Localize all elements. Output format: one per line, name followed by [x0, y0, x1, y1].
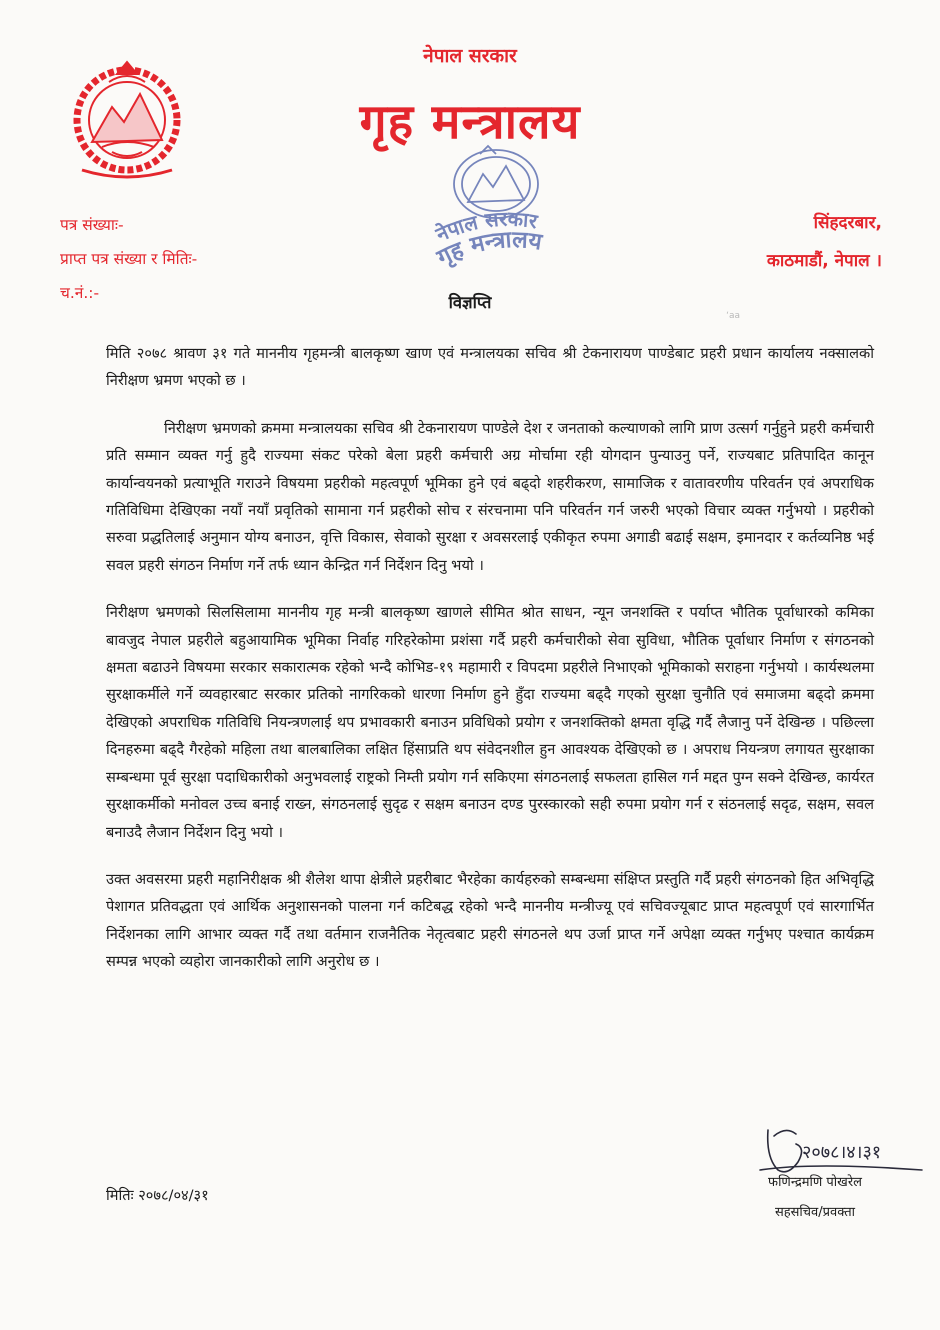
dispatch-number-label: च.नं.:-: [60, 284, 100, 302]
notice-paragraph: निरीक्षण भ्रमणको क्रममा मन्त्रालयका सचिव श्री टेकनारायण पाण्डेले देश र जनताको कल्याणको लागि प्राण उत्सर्ग गर्नुहुने प्रहरी कर्मचारी प्रति सम्मान व्यक्त गर्नु हुदै राज्यमा संकट परेको बेला प्रहरी कर्मचारी अग्र मोर्चामा रही योगदान पुन्याउनु पर्ने, राज्यबाट प्रतिपादित कानून कार्यान्वयनको प्रत्याभूति गराउने विषयमा प्रहरीको महत्वपूर्ण भूमिका हुने एवं बढ्दो शहरीकरण, सामाजिक र वातावरणीय परिवर्तन एवं अपराधिक गतिविधिमा देखिएका नयाँ नयाँ प्रवृतिको सामाना गर्न प्रहरीको सोच र संरचनामा पनि परिवर्तन गर्न जरुरी भएको विचार व्यक्त गर्नुभयो । प्रहरीको सरुवा प्रद्धतिलाई अनुमान योग्य बनाउन, वृत्ति विकास, सेवाको सुरक्षा र अवसरलाई एकीकृत रुपमा अगाडी बढाई सक्षम, इमानदार र कर्तव्यनिष्ठ भई सवल प्रहरी संगठन निर्माण गर्ने तर्फ ध्यान केन्द्रित गर्न निर्देशन दिनु भयो ।: [106, 419, 874, 574]
seal-text-line1: नेपाल सरकार: [432, 206, 540, 247]
seal-text-line2: गृह मन्त्रालय: [433, 227, 544, 272]
seal-stamp-icon: [428, 142, 568, 272]
address-line1: सिंहदरबार,: [813, 213, 882, 233]
government-title: नेपाल सरकार: [423, 45, 517, 67]
ministry-seal: [428, 142, 568, 272]
notice-paragraph: मिति २०७८ श्रावण ३१ गते माननीय गृहमन्त्री बालकृष्ण खाण एवं मन्त्रालयका सचिव श्री टेकनारायण पाण्डेबाट प्रहरी प्रधान कार्यालय नक्सालको निरीक्षण भ्रमण भएको छ ।: [106, 345, 874, 390]
signature-date: २०७८।४।३१: [802, 1142, 882, 1163]
signer-title: सहसचिव/प्रवक्ता: [774, 1205, 856, 1220]
notice-paragraph: निरीक्षण भ्रमणको सिलसिलामा माननीय गृह मन्त्री बालकृष्ण खाणले सीमित श्रोत साधन, न्यून जनशक्ति र पर्याप्त भौतिक पूर्वाधारको कमिका बावजुद नेपाल प्रहरीले बहुआयामिक भूमिका निर्वाह गरिहरेकोमा प्रशंसा गर्दै प्रहरी कर्मचारीको सेवा सुविधा, भौतिक पूर्वाधार निर्माण र संगठनको क्षमता बढाउने विषयमा सरकार सकारात्मक रहेको भन्दै कोभिड-१९ महामारी र विपदमा प्रहरीले निभाएको भूमिकाको सराहना गर्नुभयो । कार्यस्थलमा सुरक्षाकर्मीले गर्ने व्यवहारबाट सरकार प्रतिको नागरिकको धारणा निर्माण हुने हुँदा राज्यमा बढ्दै गएको सुरक्षा चुनौति एवं समाजमा बढ्दो क्रममा देखिएको अपराधिक गतिविधि नियन्त्रणलाई थप प्रभावकारी बनाउन प्रविधिको प्रयोग र जनशक्तिको क्षमता वृद्धि गर्दै लैजानु पर्ने देखिन्छ । पछिल्ला दिनहरुमा बढ्दै गैरहेको महिला तथा बालबालिका लक्षित हिंसाप्रति थप संवेदनशील हुन आवश्यक देखिएको छ । अपराध नियन्त्रण लगायत सुरक्षाका सम्बन्धमा पूर्व सुरक्षा पदाधिकारीको अनुभवलाई राष्ट्रको निम्ती प्रयोग गर्न सकिएमा संगठनलाई सफलता हासिल गर्न मद्दत पुग्न सक्ने देखिन्छ, कार्यरत सुरक्षाकर्मीको मनोवल उच्च बनाई राख्न, संगठनलाई सुदृढ र सक्षम बनाउन दण्ड पुरस्कारको सही रुपमा प्रयोग गर्न र संठनलाई सदृढ, सक्षम, सवल बनाउदै लैजान निर्देशन दिनु भयो ।: [106, 604, 875, 841]
ref-number-label: पत्र संख्याः-: [60, 216, 124, 234]
received-ref-label: प्राप्त पत्र संख्या र मितिः-: [60, 250, 198, 268]
stray-mark: ‘aa: [726, 311, 740, 321]
address-block: [767, 204, 882, 280]
address-line2: काठमाडौं, नेपाल ।: [766, 251, 882, 271]
ministry-title: गृह मन्त्रालय: [359, 94, 581, 150]
signer-block: [740, 1168, 890, 1228]
notice-heading: विज्ञप्ति: [448, 293, 492, 312]
issue-date: मितिः २०७८/०४/३१: [106, 1187, 209, 1204]
notice-body: [106, 340, 874, 996]
notice-paragraph: उक्त अवसरमा प्रहरी महानिरीक्षक श्री शैलेश थापा क्षेत्रीले प्रहरीबाट भैरहेका कार्यहरुको सम्बन्धमा संक्षिप्त प्रस्तुति गर्दै प्रहरी संगठनको हित अभिवृद्धि पेशागत प्रतिवद्धता एवं आर्थिक अनुशासनको पालना गर्न कटिबद्ध रहेको भन्दै माननीय मन्त्रीज्यू एवं सचिवज्यूबाट प्राप्त महत्वपूर्ण एवं सारगार्भित निर्देशनका लागि आभार व्यक्त गर्दै तथा वर्तमान राजनैतिक नेतृत्वबाट प्रहरी संगठनले थप उर्जा प्राप्त गर्ने अपेक्षा व्यक्त गर्नुभए पश्चात कार्यक्रम सम्पन्न भएको व्यहोरा जानकारीको लागि अनुरोध छ ।: [106, 870, 874, 971]
signer-name: फणिन्द्रमणि पोखरेल: [768, 1175, 862, 1190]
